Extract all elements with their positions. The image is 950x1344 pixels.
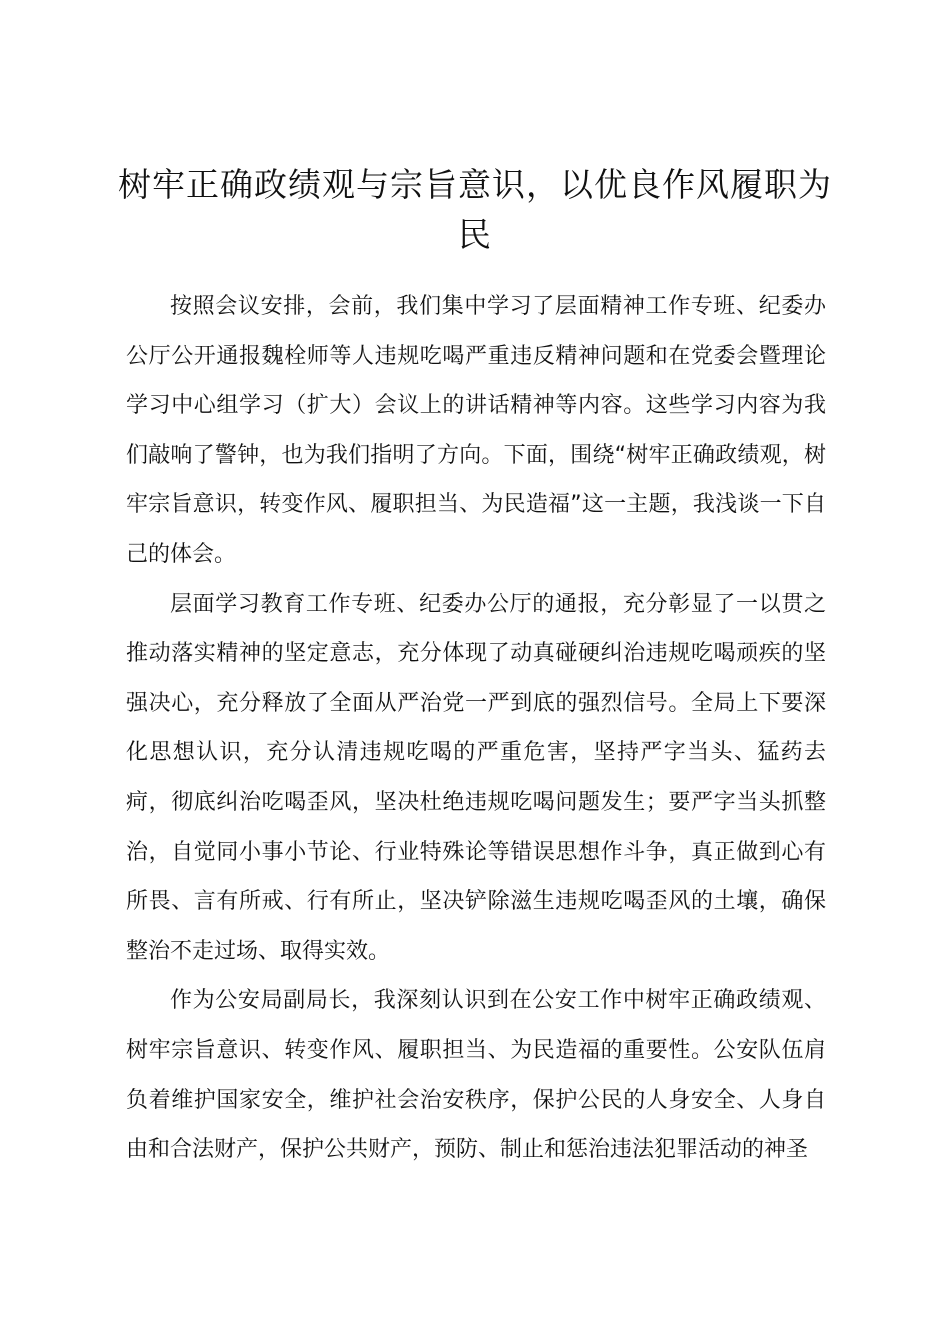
- paragraph-2: 层面学习教育工作专班、纪委办公厅的通报，充分彰显了一以贯之推动落实精神的坚定意志，充分体现了动真碰硬纠治违规吃喝顽疾的坚强决心，充分释放了全面从严治党一严到底的强烈信号。全局上下要深化思想认识，充分认清违规吃喝的严重危害，坚持严字当头、猛药去疴，彻底纠治吃喝歪风，坚决杜绝违规吃喝问题发生；要严字当头抓整治，自觉同小事小节论、行业特殊论等错误思想作斗争，真正做到心有所畏、言有所戒、行有所止，坚决铲除滋生违规吃喝歪风的土壤，确保整治不走过场、取得实效。: [126, 591, 826, 964]
- document-title: 树牢正确政绩观与宗旨意识，以优良作风履职为民: [118, 165, 832, 254]
- paragraph-3: 作为公安局副局长，我深刻认识到在公安工作中树牢正确政绩观、树牢宗旨意识、转变作风、履职担当、为民造福的重要性。公安队伍肩负着维护国家安全，维护社会治安秩序，保护公民的人身安全、人身自由和合法财产，保护公共财产，预防、制止和惩治违法犯罪活动的神圣: [126, 988, 826, 1163]
- paragraph-1: 按照会议安排，会前，我们集中学习了层面精神工作专班、纪委办公厅公开通报魏栓师等人违规吃喝严重违反精神问题和在党委会暨理论学习中心组学习（扩大）会议上的讲话精神等内容。这些学习内容为我们敲响了警钟，也为我们指明了方向。下面，围绕“树牢正确政绩观，树牢宗旨意识，转变作风、履职担当、为民造福”这一主题，我浅谈一下自己的体会。: [126, 294, 826, 567]
- document-body: [126, 282, 826, 1175]
